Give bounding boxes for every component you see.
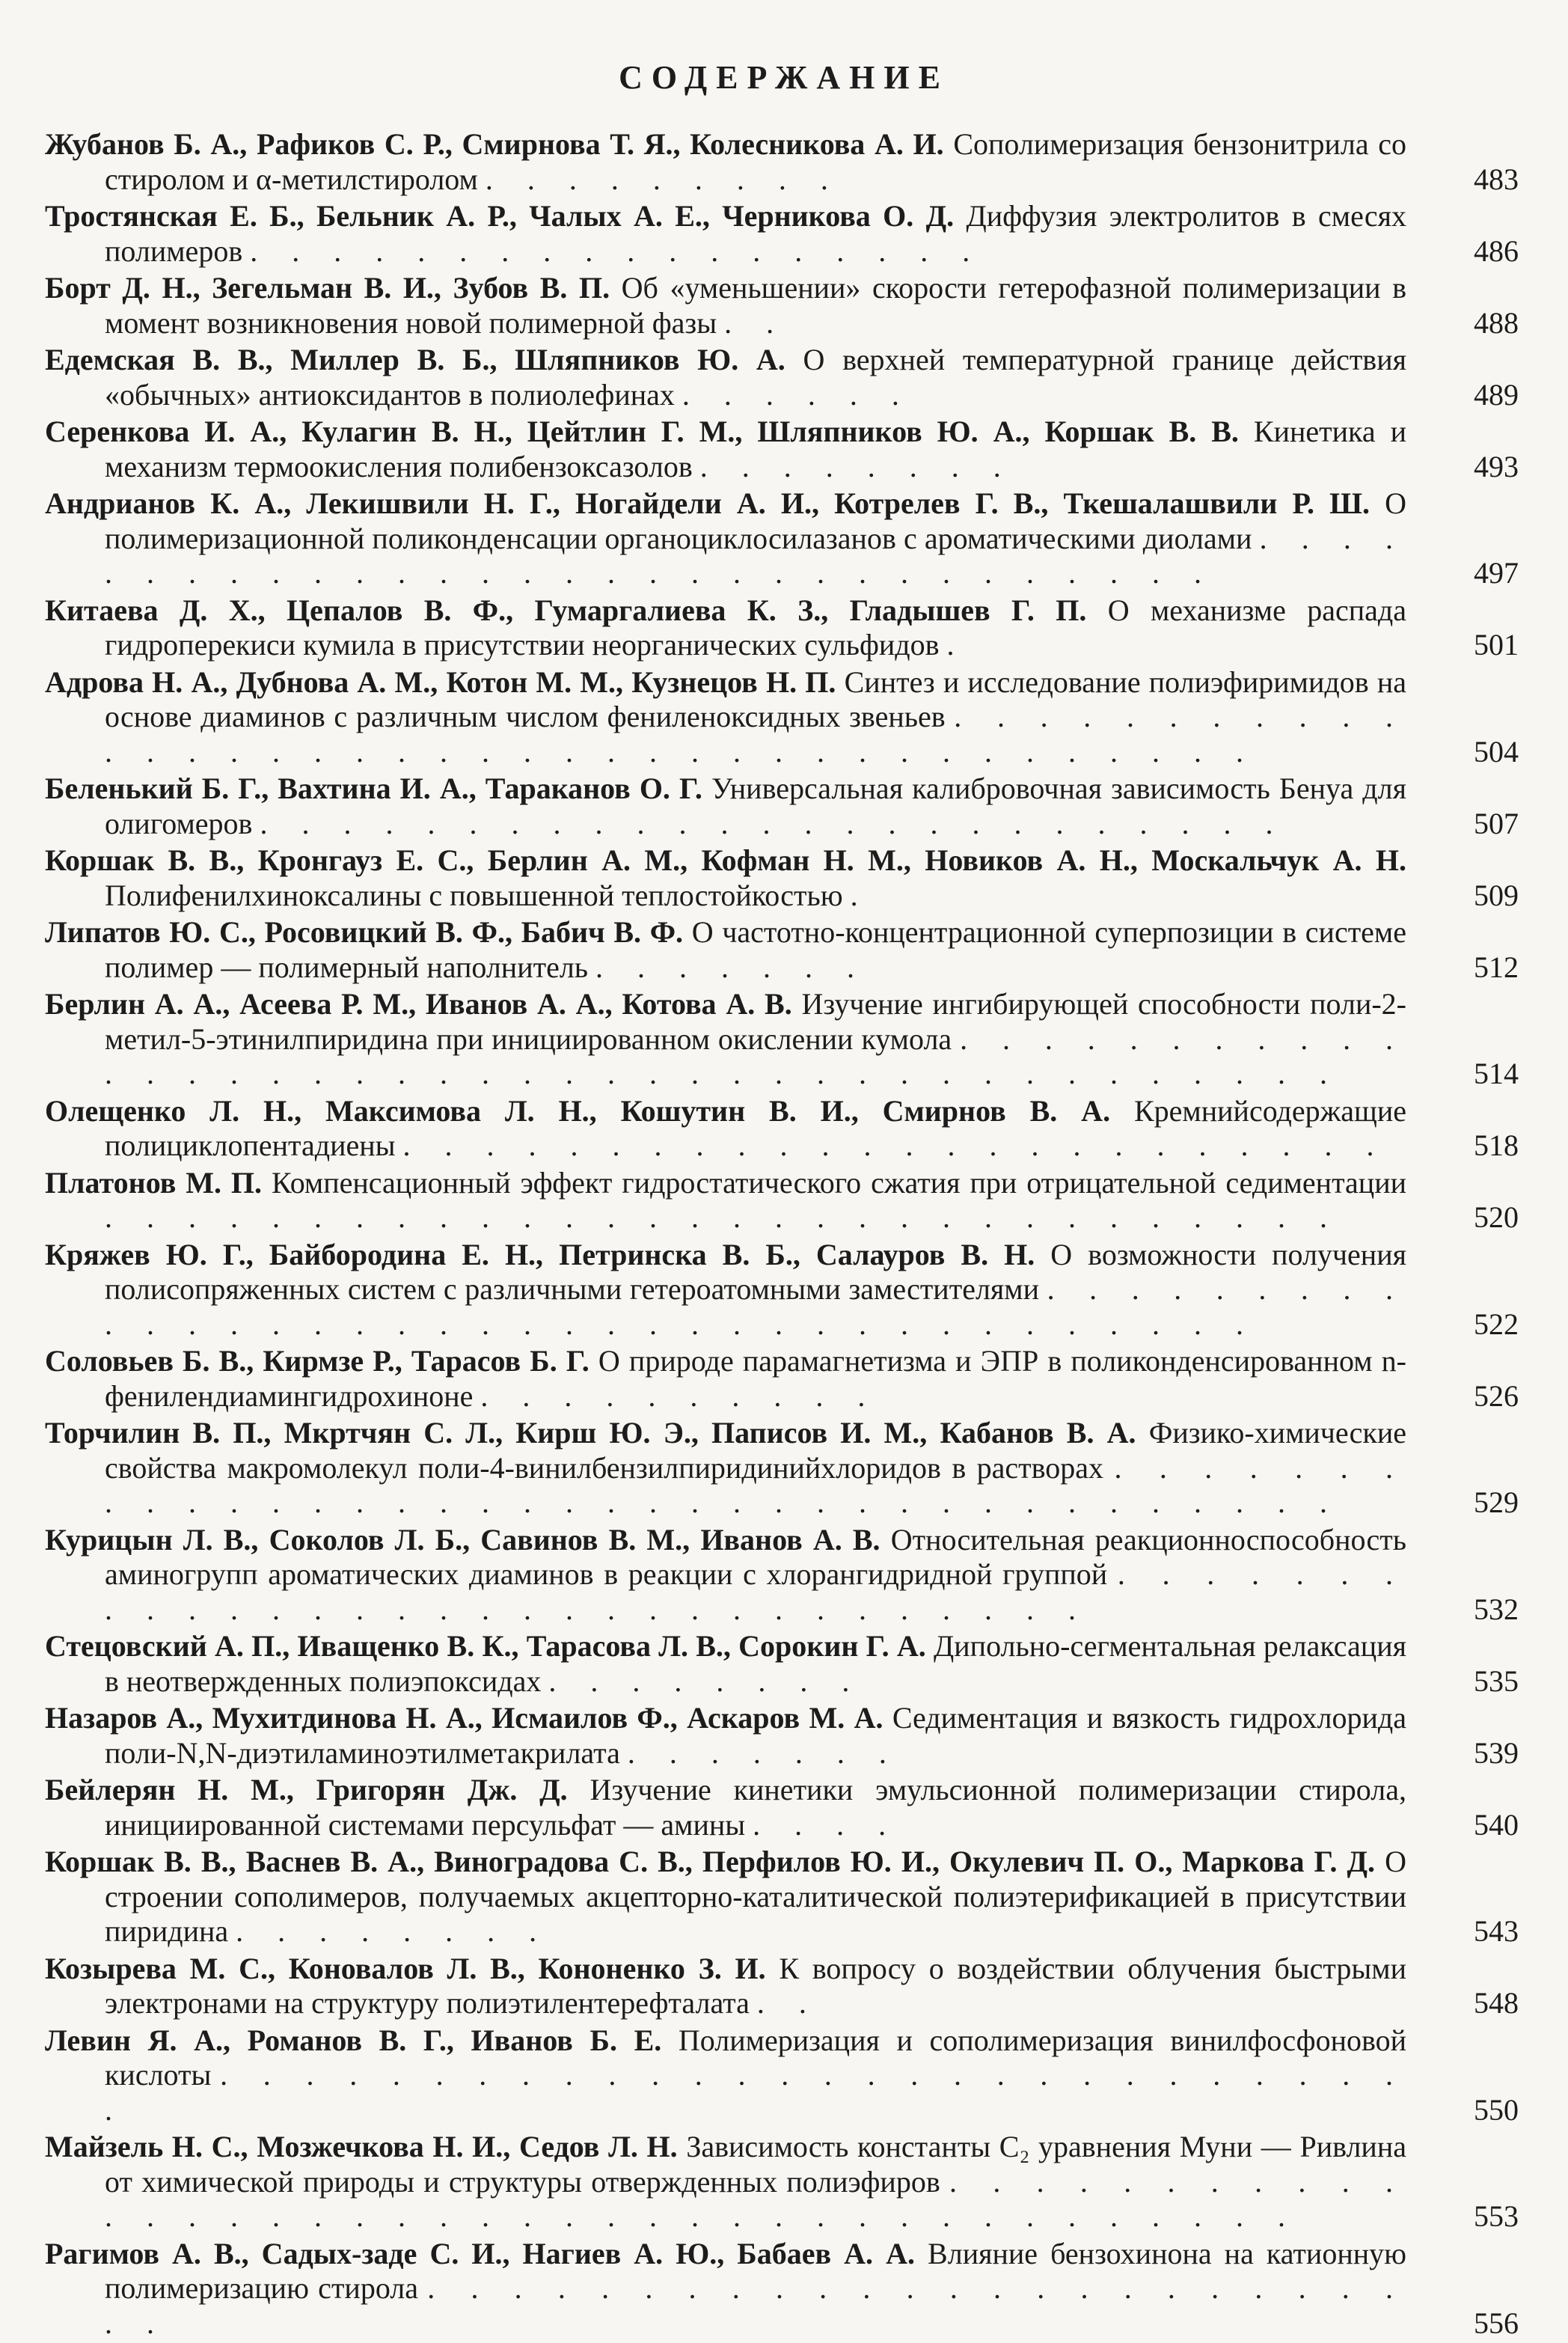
entry-text <box>45 486 1406 591</box>
entry-title: Изучение кинетики эмульсионной полимеризации стирола, инициированной системами персульфат — амины <box>105 1773 1406 1842</box>
entry-authors: Левин Я. А., Романов В. Г., Иванов Б. Е. <box>45 2023 662 2057</box>
dot-leader: . . . . <box>753 1807 900 1842</box>
toc-entry <box>45 1238 1534 1342</box>
entry-text <box>45 915 1406 985</box>
dot-leader: . . . . . . . . . . . . . . . . . . . . . . . . . . . . . . . <box>105 521 1407 590</box>
entry-authors: Беленький Б. Г., Вахтина И. А., Тараканов О. Г. <box>45 772 702 805</box>
entry-title: Зависимость константы C₂ уравнения Муни — Ривлина от химической природы и структуры отвержденных полиэфиров <box>105 2130 1406 2199</box>
entry-text <box>45 1344 1406 1414</box>
entry-authors: Козырева М. С., Коновалов Л. В., Кононенко З. И. <box>45 1951 766 1985</box>
entry-page-number: 556 <box>1474 2306 1519 2340</box>
toc-entry <box>45 1845 1534 1949</box>
entry-page-number: 529 <box>1474 1485 1519 1519</box>
entry-text <box>45 987 1406 1092</box>
entry-authors: Стецовский А. П., Иващенко В. К., Тарасова Л. В., Сорокин Г. А. <box>45 1629 926 1663</box>
entry-text <box>45 665 1406 770</box>
entry-title: Полимеризация и сополимеризация винилфосфоновой кислоты <box>105 2023 1406 2092</box>
entry-text <box>45 199 1406 269</box>
entry-text <box>45 1845 1406 1949</box>
entry-title: Сополимеризация бензонитрила со стиролом и α-метилстиролом <box>105 127 1407 196</box>
entry-page-number: 539 <box>1474 1735 1519 1770</box>
entry-text <box>45 1416 1406 1521</box>
dot-leader: . . . . . . . . . . . . . . . . . . . . . . . . . . . . . . . . . . . . . . . . . <box>105 1021 1407 1090</box>
dot-leader: . . . . . . . . . . <box>480 1378 879 1413</box>
entry-text <box>45 1094 1406 1164</box>
entry-authors: Олещенко Л. Н., Максимова Л. Н., Кошутин В. И., Смирнов В. А. <box>45 1093 1111 1128</box>
entry-authors: Коршак В. В., Кронгауз Е. С., Берлин А. М., Кофман Н. М., Новиков А. Н., Москальчук А. Н. <box>45 843 1406 877</box>
dot-leader: . . . . . . . . . . . . . . . . . . <box>250 233 984 268</box>
entry-authors: Назаров А., Мухитдинова Н. А., Исмаилов Ф., Аскаров М. А. <box>45 1701 883 1735</box>
entry-authors: Бейлерян Н. М., Григорян Дж. Д. <box>45 1773 568 1806</box>
toc-entry <box>45 1629 1534 1699</box>
entry-title: Дипольно-сегментальная релаксация в неотвержденных полиэпоксидах <box>105 1629 1406 1698</box>
entry-title: Влияние бензохинона на катионную полимеризацию стирола <box>105 2236 1407 2305</box>
entry-title: Относительная реакционноспособность аминогрупп ароматических диаминов в реакции с хлорангидридной группой <box>105 1522 1406 1591</box>
toc-entry <box>45 1416 1534 1521</box>
toc-entry <box>45 772 1534 841</box>
entry-authors: Серенкова И. А., Кулагин В. Н., Цейтлин Г. М., Шляпников Ю. А., Коршак В. В. <box>45 415 1239 448</box>
dot-leader: . . . . . . . . . . . . . . . . . . . . . . . . . . . . . . <box>105 1200 1341 1234</box>
entry-title: Компенсационный эффект гидростатического сжатия при отрицательной седиментации <box>272 1165 1407 1200</box>
entry-title: О механизме распада гидроперекиси кумила в присутствии неорганических сульфидов <box>105 593 1406 662</box>
dot-leader: . . . . . . . . . . . . . . . . . . . . . . . . . . . . . . . . . . . . . . . . <box>105 2164 1407 2233</box>
entry-page-number: 504 <box>1474 734 1519 769</box>
dot-leader: . . . . . . . <box>595 950 869 984</box>
entry-page-number: 514 <box>1474 1057 1519 1090</box>
entry-page-number: 488 <box>1474 305 1519 340</box>
entry-authors: Андрианов К. А., Лекишвили Н. Г., Ногайдели А. И., Котрелев Г. В., Ткешалашвили Р. Ш. <box>45 486 1370 520</box>
entry-page-number: 486 <box>1474 233 1519 268</box>
toc-entry <box>45 2023 1534 2128</box>
entry-title: О природе парамагнетизма и ЭПР в поликонденсированном n-фенилендиамингидрохиноне <box>105 1344 1406 1413</box>
entry-page-number: 543 <box>1474 1914 1519 1948</box>
toc-entry <box>45 2130 1534 2234</box>
entry-title: О возможности получения полисопряженных систем с различными гетероатомными заместителями <box>105 1237 1407 1306</box>
dot-leader: . <box>946 628 968 662</box>
toc-entry <box>45 987 1534 1092</box>
dot-leader: . . <box>724 305 788 340</box>
entry-page-number: 493 <box>1474 449 1519 483</box>
entry-page-number: 550 <box>1474 2092 1519 2127</box>
entry-text <box>45 271 1406 340</box>
entry-page-number: 548 <box>1474 1986 1519 2020</box>
entry-page-number: 532 <box>1474 1592 1519 1626</box>
entry-text <box>45 343 1406 412</box>
toc-entry <box>45 343 1534 412</box>
entry-authors: Борт Д. Н., Зегельман В. И., Зубов В. П. <box>45 271 610 305</box>
entry-authors: Берлин А. А., Асеева Р. М., Иванов А. А., Котова А. В. <box>45 987 792 1021</box>
entry-text <box>45 843 1406 913</box>
entry-text <box>45 2130 1406 2234</box>
toc-entry <box>45 843 1534 913</box>
entry-title: Полифенилхиноксалины с повышенной теплостойкостью <box>105 878 843 912</box>
dot-leader: . . . . . . <box>682 377 913 412</box>
entry-title: О верхней температурной границе действия «обычных» антиоксидантов в полиолефинах <box>105 343 1406 412</box>
dot-leader: . . . . . . . . . . . . . . . . . . . . . . . . . . . . . . . . . . . . . <box>105 1272 1407 1341</box>
page-title: СОДЕРЖАНИЕ <box>619 59 949 96</box>
entry-title: О полимеризационной поликонденсации органоциклосилазанов с ароматическими диолами <box>105 486 1406 555</box>
entry-authors: Китаева Д. Х., Цепалов В. Ф., Гумаргалиева К. З., Гладышев Г. П. <box>45 593 1087 627</box>
entry-title: Изучение ингибирующей способности поли-2-метил-5-этинилпиридина при инициированном окислении кумола <box>105 987 1407 1056</box>
dot-leader: . . . . . . . <box>627 1735 900 1770</box>
entry-title: Кинетика и механизм термоокисления полибензоксазолов <box>105 415 1407 483</box>
entry-title: Синтез и исследование полиэфиримидов на основе диаминов с различным числом фениленоксидных звеньев <box>105 665 1406 733</box>
toc-entry <box>45 665 1534 770</box>
toc-entry <box>45 1166 1534 1235</box>
entry-text <box>45 2023 1406 2128</box>
entry-text <box>45 1701 1406 1771</box>
entry-text <box>45 1773 1406 1842</box>
entry-authors: Адрова Н. А., Дубнова А. М., Котон М. М., Кузнецов Н. П. <box>45 665 836 699</box>
dot-leader: . . . . . . . . <box>236 1914 551 1948</box>
entry-authors: Жубанов Б. А., Рафиков С. Р., Смирнова Т. Я., Колесникова А. И. <box>45 127 944 161</box>
entry-authors: Майзель Н. С., Мозжечкова Н. И., Седов Л. Н. <box>45 2130 678 2163</box>
dot-leader: . . . . . . . . . . . . . . . . . . . . . . . . . . . . . . . . . . . . . <box>105 1450 1407 1519</box>
toc-entry <box>45 415 1534 484</box>
entry-authors: Курицын Л. В., Соколов Л. Б., Савинов В. М., Иванов А. В. <box>45 1522 881 1557</box>
dot-leader: . . . . . . . . . . . . . . . . . . . . . . . . . . . . . . . . . . . . . . . <box>105 700 1407 769</box>
toc-entry <box>45 1773 1534 1842</box>
entry-text <box>45 1629 1406 1699</box>
entry-page-number: 540 <box>1474 1807 1519 1842</box>
dot-leader: . . . . . . . . . . . . . . . . . . . . . . . . . . . . . <box>105 2058 1407 2127</box>
entry-text <box>45 1238 1406 1342</box>
dot-leader: . . . . . . . . . . . . . . . . . . . . . . . . . <box>260 806 1287 840</box>
entry-page-number: 483 <box>1474 162 1519 196</box>
entry-title: О частотно-концентрационной суперпозиции в системе полимер — полимерный наполнитель <box>105 915 1406 984</box>
toc-entry <box>45 1701 1534 1771</box>
dot-leader: . . . . . . . . . . . . . . . . . . . . . . . . . . . . . . . <box>105 1557 1407 1626</box>
dot-leader: . . . . . . . . . . . . . . . . . . . . . . . . . <box>105 2271 1407 2340</box>
entry-page-number: 512 <box>1474 950 1519 984</box>
entry-title: О строении сополимеров, получаемых акцепторно-каталитической полиэтерификацией в присутствии пиридина <box>105 1845 1406 1948</box>
entry-page-number: 535 <box>1474 1664 1519 1698</box>
entry-title: К вопросу о воздействии облучения быстрыми электронами на структуру полиэтилентерефталата <box>105 1951 1406 2020</box>
entry-authors: Едемская В. В., Миллер В. Б., Шляпников Ю. А. <box>45 343 785 376</box>
dot-leader: . . <box>756 1986 820 2020</box>
entry-page-number: 497 <box>1474 556 1519 590</box>
entry-authors: Коршак В. В., Васнев В. А., Виноградова С. В., Перфилов Ю. И., Окулевич П. О., Маркова Г. Д. <box>45 1845 1376 1878</box>
entry-title: Универсальная калибровочная зависимость Бенуа для олигомеров <box>105 772 1406 840</box>
entry-page-number: 520 <box>1474 1200 1519 1234</box>
dot-leader: . . . . . . . . <box>548 1664 863 1698</box>
entry-text <box>45 772 1406 841</box>
entry-authors: Кряжев Ю. Г., Байбородина Е. Н., Петринска В. Б., Салауров В. Н. <box>45 1237 1035 1271</box>
entry-title: Физико-химические свойства макромолекул поли-4-винилбензилпиридинийхлоридов в растворах <box>105 1416 1406 1485</box>
entry-text <box>45 415 1406 484</box>
entry-title: Диффузия электролитов в смесях полимеров <box>105 199 1406 268</box>
entry-page-number: 526 <box>1474 1378 1519 1413</box>
entry-page-number: 507 <box>1474 806 1519 840</box>
entry-text <box>45 127 1406 197</box>
entry-authors: Платонов М. П. <box>45 1165 263 1200</box>
entry-page-number: 501 <box>1474 628 1519 662</box>
toc-entry <box>45 199 1534 269</box>
entry-title: Кремнийсодержащие полициклопентадиены <box>105 1093 1407 1162</box>
entry-page-number: 518 <box>1474 1128 1519 1162</box>
entry-authors: Тростянская Е. Б., Бельник А. Р., Чалых А. Е., Черникова О. Д. <box>45 199 955 233</box>
entry-authors: Рагимов А. В., Садых-заде С. И., Нагиев А. Ю., Бабаев А. А. <box>45 2236 915 2270</box>
toc-entry <box>45 486 1534 591</box>
toc-entry <box>45 271 1534 340</box>
dot-leader: . . . . . . . . <box>699 449 1014 483</box>
entry-authors: Липатов Ю. С., Росовицкий В. Ф., Бабич В. Ф. <box>45 915 684 949</box>
entry-authors: Торчилин В. П., Мкртчян С. Л., Кирш Ю. Э., Паписов И. М., Кабанов В. А. <box>45 1416 1136 1450</box>
entry-page-number: 522 <box>1474 1307 1519 1341</box>
dot-leader: . . . . . . . . . <box>485 162 842 196</box>
entry-page-number: 509 <box>1474 878 1519 912</box>
toc-entry <box>45 593 1534 663</box>
toc-entry <box>45 1523 1534 1628</box>
toc-entry <box>45 1094 1534 1164</box>
toc-entry <box>45 1952 1534 2021</box>
toc-entry <box>45 1344 1534 1414</box>
entry-page-number: 553 <box>1474 2199 1519 2233</box>
entry-text <box>45 1952 1406 2021</box>
entry-title: Седиментация и вязкость гидрохлорида поли-N,N-диэтиламиноэтилметакрилата <box>105 1701 1406 1770</box>
table-of-contents <box>45 127 1534 2343</box>
toc-entry <box>45 915 1534 985</box>
entry-title: Об «уменьшении» скорости гетерофазной полимеризации в момент возникновения новой полимерной фазы <box>105 271 1406 340</box>
dot-leader: . <box>850 878 872 912</box>
entry-text <box>45 593 1406 663</box>
toc-entry <box>45 127 1534 197</box>
entry-authors: Соловьев Б. В., Кирмзе Р., Тарасов Б. Г. <box>45 1344 589 1378</box>
dot-leader: . . . . . . . . . . . . . . . . . . . . . . . . <box>402 1128 1388 1162</box>
entry-text <box>45 1166 1406 1235</box>
entry-text <box>45 1523 1406 1628</box>
toc-entry <box>45 2237 1534 2342</box>
entry-text <box>45 2237 1406 2342</box>
entry-page-number: 489 <box>1474 377 1519 412</box>
